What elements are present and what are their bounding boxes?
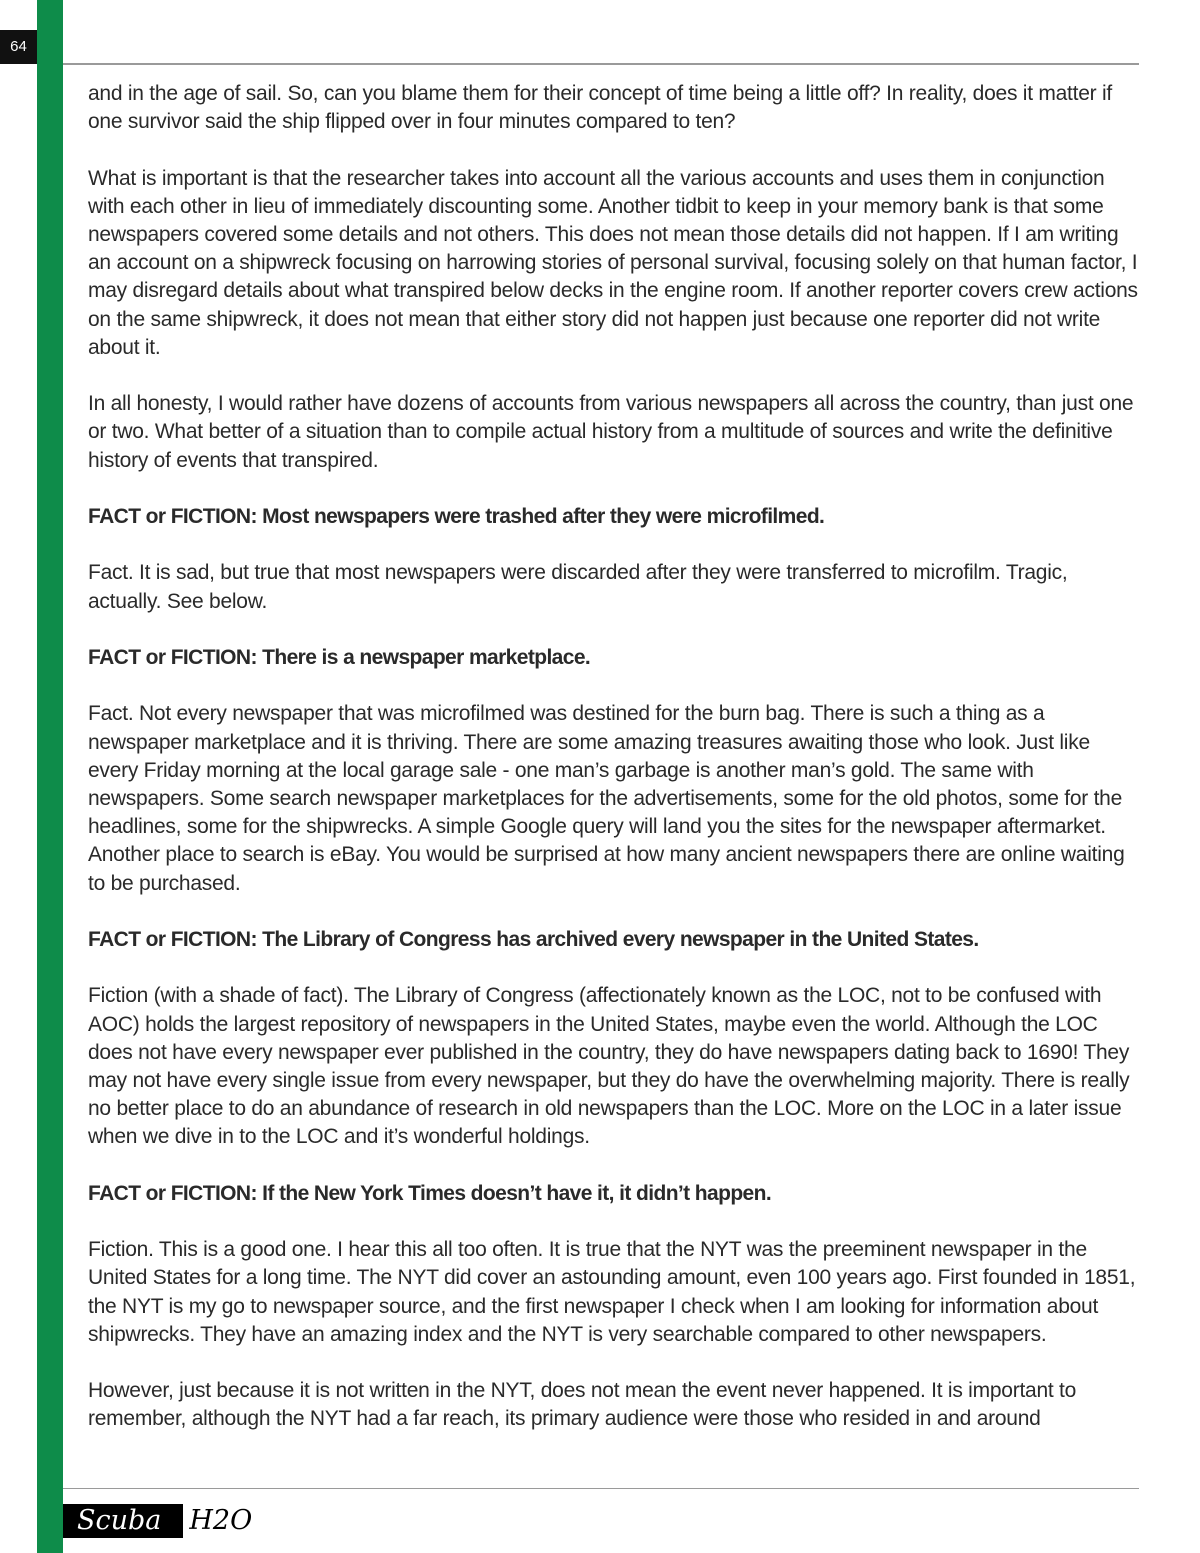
heading-library-of-congress: FACT or FICTION: The Library of Congress has archived every newspaper in the United States. bbox=[88, 927, 979, 951]
paragraph-6: Fiction (with a shade of fact). The Library of Congress (affectionately known as the LOC, not to be confused with AOC) holds the largest repository of newspapers in the United States, maybe even the world. Although the LOC does not have every newspaper ever published in the country, they do have newspapers dating back to 1690! They may not have every single issue from every newspaper, but they do have the overwhelming majority. There is really no better place to do an abundance of research in old newspapers than the LOC. More on the LOC in a later issue when we dive in to the LOC and it’s wonderful holdings. bbox=[88, 984, 1130, 1149]
top-rule bbox=[63, 63, 1139, 65]
heading-marketplace: FACT or FICTION: There is a newspaper marketplace. bbox=[88, 645, 591, 669]
logo-scuba-text: Scuba bbox=[63, 1504, 183, 1538]
bottom-rule bbox=[63, 1488, 1139, 1489]
page-number: 64 bbox=[0, 30, 37, 64]
paragraph-3: In all honesty, I would rather have dozens of accounts from various newspapers all across the country, than just one or two. What better of a situation than to compile actual history from a multitude of sources and write the definitive history of events that transpired. bbox=[88, 392, 1134, 472]
heading-microfilm: FACT or FICTION: Most newspapers were trashed after they were microfilmed. bbox=[88, 505, 825, 528]
green-side-bar bbox=[37, 0, 63, 1553]
scuba-h2o-logo bbox=[63, 1504, 252, 1538]
paragraph-1: and in the age of sail. So, can you blame them for their concept of time being a little off? In reality, does it matter if one survivor said the ship flipped over in four minutes compared to ten? bbox=[88, 82, 1112, 134]
article-body bbox=[88, 80, 1140, 1462]
paragraph-7: Fiction. This is a good one. I hear this all too often. It is true that the NYT was the preeminent newspaper in the United States for a long time. The NYT did cover an astounding amount, even 100 years ago. First founded in 1851, the NYT is my go to newspaper source, and the first newspaper I check when I am looking for information about shipwrecks. They have an amazing index and the NYT is very searchable compared to other newspapers. bbox=[88, 1238, 1136, 1346]
paragraph-5: Fact. Not every newspaper that was microfilmed was destined for the burn bag. There is such a thing as a newspaper marketplace and it is thriving. There are some amazing treasures awaiting those who look. Just like every Friday morning at the local garage sale - one man’s garbage is another man’s gold. The same with newspapers. Some search newspaper marketplaces for the advertisements, some for the old photos, some for the headlines, some for the shipwrecks. A simple Google query will land you the sites for the newspaper aftermarket. Another place to search is eBay. You would be surprised at how many ancient newspapers there are online waiting to be purchased. bbox=[88, 702, 1125, 895]
heading-new-york-times: FACT or FICTION: If the New York Times doesn’t have it, it didn’t happen. bbox=[88, 1181, 772, 1205]
paragraph-4: Fact. It is sad, but true that most newspapers were discarded after they were transferred to microfilm. Tragic, actually. See below. bbox=[88, 561, 1068, 613]
paragraph-8: However, just because it is not written in the NYT, does not mean the event never happened. It is important to remember, although the NYT had a far reach, its primary audience were those who resided in and around bbox=[88, 1379, 1077, 1431]
paragraph-2: What is important is that the researcher takes into account all the various accounts and uses them in conjunction with each other in lieu of immediately discounting some. Another tidbit to keep in your memory bank is that some newspapers covered some details and not others. This does not mean those details did not happen. If I am writing an account on a shipwreck focusing on harrowing stories of personal survival, focusing solely on that human factor, I may disregard details about what transpired below decks in the engine room. If another reporter covers crew actions on the same shipwreck, it does not mean that either story did not happen just because one reporter did not write about it. bbox=[88, 166, 1138, 359]
logo-h2o-text: H2O bbox=[189, 1505, 253, 1536]
